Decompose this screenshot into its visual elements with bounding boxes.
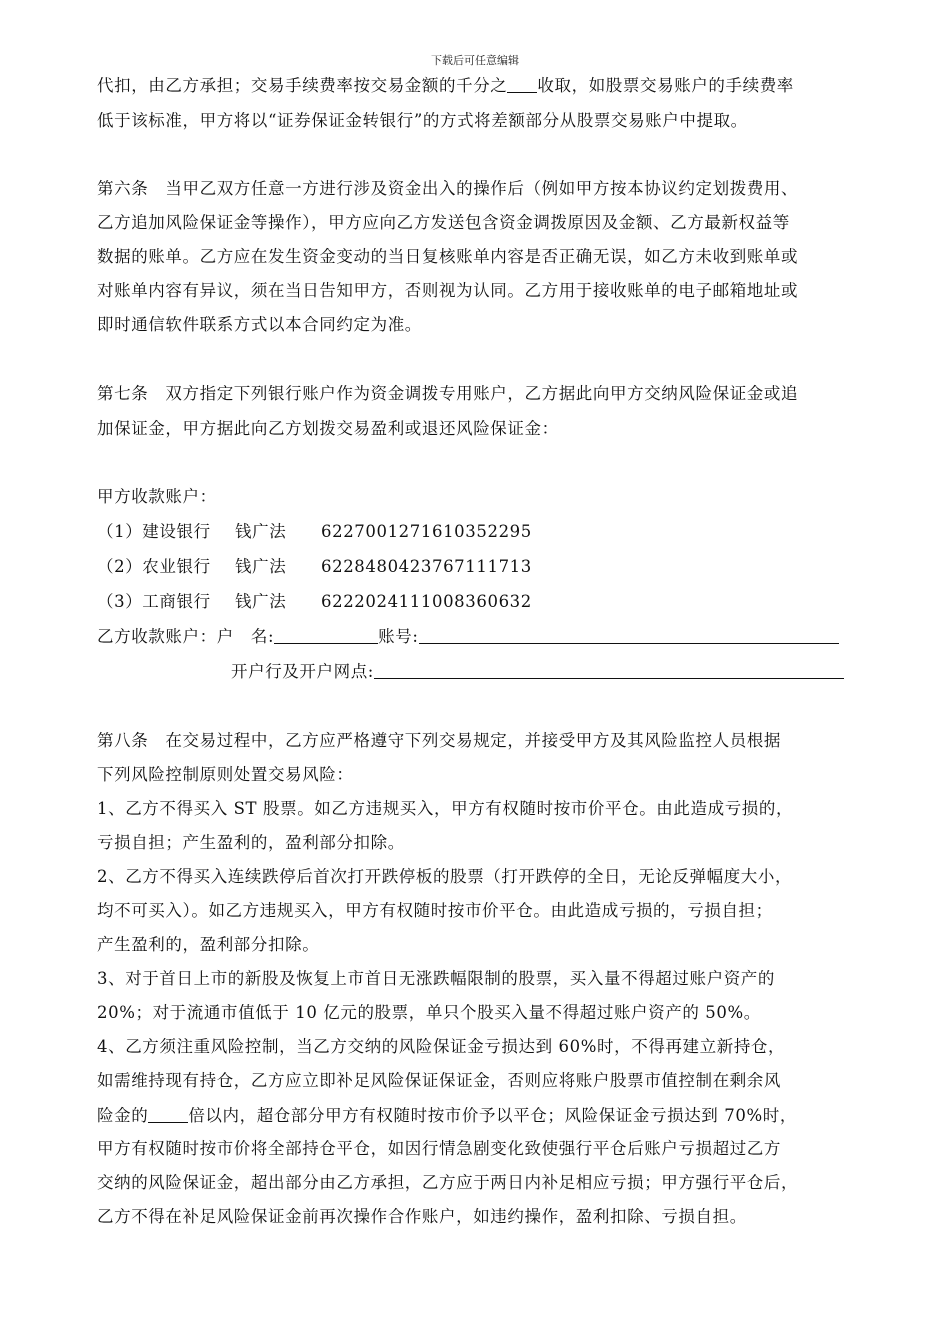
account-holder: 钱广法 [235, 592, 287, 611]
art8-line-10: 4、乙方须注重风险控制，当乙方交纳的风险保证金亏损达到 60%时，不得再建立新持仓， [97, 1037, 786, 1056]
art8-line-4: 亏损自担；产生盈利的，盈利部分扣除。 [97, 833, 405, 852]
art8-line-7: 产生盈利的，盈利部分扣除。 [97, 935, 320, 954]
account-holder: 钱广法 [235, 557, 287, 576]
account-holder: 钱广法 [235, 522, 287, 541]
art8-line-11: 如需维持现有持仓，乙方应立即补足风险保证保证金，否则应将账户股票市值控制在剩余风 [97, 1071, 781, 1090]
art8-line-14: 交纳的风险保证金，超出部分由乙方承担，乙方应于两日内补足相应亏损；甲方强行平仓后， [97, 1173, 799, 1192]
party-a-accounts-title: 甲方收款账户： [97, 487, 217, 506]
account-number: 6222024111008360632 [321, 592, 532, 611]
art6-line-5: 即时通信软件联系方式以本合同约定为准。 [97, 315, 422, 334]
art8-line-12: 险金的 倍以内，超仓部分甲方有权随时按市价予以平仓；风险保证金亏损达到 70%时， [97, 1106, 797, 1125]
art5-line-1: 代扣，由乙方承担；交易手续费率按交易金额的千分之 收取，如股票交易账户的手续费率 [97, 76, 794, 95]
account-number: 6227001271610352295 [321, 522, 532, 541]
art7-line-2: 加保证金，甲方据此向乙方划拨交易盈利或退还风险保证金： [97, 419, 559, 438]
account-number: 6228480423767111713 [321, 557, 532, 576]
bank-name: （1）建设银行 [97, 522, 211, 541]
art5-line-2: 低于该标准，甲方将以“证券保证金转银行”的方式将差额部分从股票交易账户中提取。 [97, 111, 748, 130]
branch-line [231, 660, 844, 683]
account-label: 账号: [378, 627, 419, 646]
account-row [97, 591, 532, 613]
art6-line-2: 乙方追加风险保证金等操作），甲方应向乙方发送包含资金调拨原因及金额、乙方最新权益等 [97, 213, 790, 232]
art8-line-13: 甲方有权随时按市价将全部持仓平仓，如因行情急剧变化致使强行平仓后账户亏损超过乙方 [97, 1139, 781, 1158]
leverage-multiple-blank[interactable] [148, 1104, 188, 1123]
holder-name-blank[interactable] [274, 625, 378, 644]
art8-line-2: 下列风险控制原则处置交易风险： [97, 765, 354, 784]
page-header: 下载后可任意编辑 [431, 54, 519, 67]
art8-line-3: 1、乙方不得买入 ST 股票。如乙方违规买入，甲方有权随时按市价平仓。由此造成亏损的， [97, 799, 794, 818]
party-b-accounts-title: 乙方收款账户： [97, 627, 217, 646]
art8-line-15: 乙方不得在补足风险保证金前再次操作合作账户，如违约操作，盈利扣除、亏损自担。 [97, 1207, 747, 1226]
branch-blank[interactable] [374, 660, 844, 679]
party-b-account-line [97, 625, 839, 648]
account-row [97, 521, 532, 543]
fee-rate-blank [507, 74, 537, 93]
art8-line-6: 均不可买入）。如乙方违规买入，甲方有权随时按市价平仓。由此造成亏损的，亏损自担； [97, 901, 773, 920]
account-number-blank[interactable] [419, 625, 839, 644]
art8-line-1: 第八条 在交易过程中，乙方应严格遵守下列交易规定，并接受甲方及其风险监控人员根据 [97, 731, 781, 750]
branch-label: 开户行及开户网点: [231, 662, 374, 681]
holder-label: 户 名: [216, 627, 275, 646]
art6-line-3: 数据的账单。乙方应在发生资金变动的当日复核账单内容是否正确无误，如乙方未收到账单或 [97, 247, 799, 266]
art6-line-1: 第六条 当甲乙双方任意一方进行涉及资金出入的操作后（例如甲方按本协议约定划拨费用、 [97, 179, 799, 198]
art8-line-9: 20%；对于流通市值低于 10 亿元的股票，单只个股买入量不得超过账户资产的 50%。 [97, 1003, 761, 1022]
art6-line-4: 对账单内容有异议，须在当日告知甲方，否则视为认同。乙方用于接收账单的电子邮箱地址或 [97, 281, 799, 300]
art8-line-8: 3、对于首日上市的新股及恢复上市首日无涨跌幅限制的股票，买入量不得超过账户资产的 [97, 969, 775, 988]
art8-line-5: 2、乙方不得买入连续跌停后首次打开跌停板的股票（打开跌停的全日，无论反弹幅度大小， [97, 867, 793, 886]
bank-name: （2）农业银行 [97, 557, 211, 576]
art7-line-1: 第七条 双方指定下列银行账户作为资金调拨专用账户，乙方据此向甲方交纳风险保证金或追 [97, 384, 799, 403]
bank-name: （3）工商银行 [97, 592, 211, 611]
account-row [97, 556, 532, 578]
